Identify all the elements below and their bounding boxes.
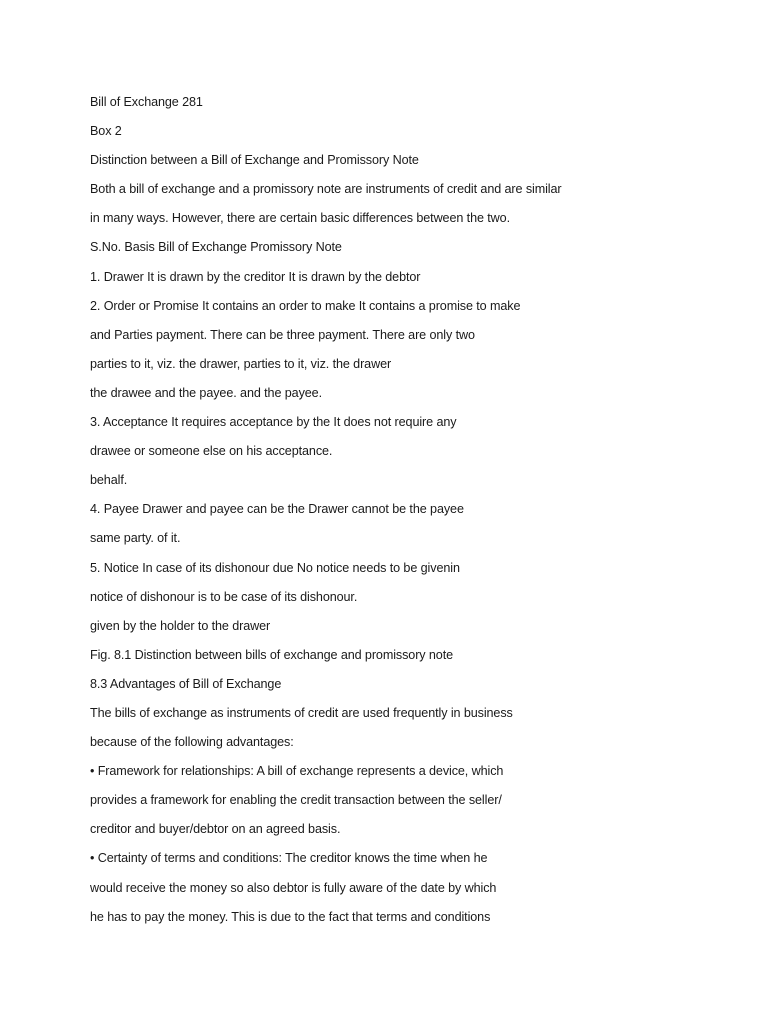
table-header-line: S.No. Basis Bill of Exchange Promissory Note — [90, 240, 342, 255]
table-line: 1. Drawer It is drawn by the creditor It is drawn by the debtor — [90, 269, 421, 284]
table-line: 5. Notice In case of its dishonour due No notice needs to be givenin — [90, 560, 460, 575]
text-line: The bills of exchange as instruments of credit are used frequently in business — [90, 705, 513, 720]
table-line: and Parties payment. There can be three payment. There are only two — [90, 327, 475, 342]
table-line: given by the holder to the drawer — [90, 618, 271, 633]
text-line: Both a bill of exchange and a promissory note are instruments of credit and are similar — [90, 182, 562, 197]
bullet-line: • Certainty of terms and conditions: The creditor knows the time when he — [90, 851, 488, 866]
section-heading: 8.3 Advantages of Bill of Exchange — [90, 676, 282, 691]
table-line: parties to it, viz. the drawer, parties to it, viz. the drawer — [90, 356, 392, 371]
page-header: Bill of Exchange 281 — [90, 95, 203, 109]
document-body — [90, 91, 750, 935]
box-label: Box 2 — [90, 124, 122, 139]
text-line: he has to pay the money. This is due to the fact that terms and conditions — [90, 909, 491, 924]
text-line: in many ways. However, there are certain basic differences between the two. — [90, 211, 510, 226]
figure-caption: Fig. 8.1 Distinction between bills of exchange and promissory note — [90, 647, 454, 662]
table-line: drawee or someone else on his acceptance. — [90, 444, 333, 459]
table-line: 3. Acceptance It requires acceptance by the It does not require any — [90, 415, 457, 430]
table-line: same party. of it. — [90, 531, 181, 546]
text-line: creditor and buyer/debtor on an agreed basis. — [90, 822, 341, 837]
section-heading: Distinction between a Bill of Exchange and Promissory Note — [90, 153, 419, 168]
text-line: provides a framework for enabling the credit transaction between the seller/ — [90, 793, 502, 808]
text-line: would receive the money so also debtor is fully aware of the date by which — [90, 880, 497, 895]
table-line: 2. Order or Promise It contains an order to make It contains a promise to make — [90, 298, 521, 313]
table-line: 4. Payee Drawer and payee can be the Drawer cannot be the payee — [90, 502, 464, 517]
table-line: the drawee and the payee. and the payee. — [90, 385, 322, 400]
table-line: notice of dishonour is to be case of its dishonour. — [90, 589, 358, 604]
text-line: because of the following advantages: — [90, 735, 294, 750]
table-line: behalf. — [90, 473, 128, 488]
bullet-line: • Framework for relationships: A bill of exchange represents a device, which — [90, 764, 504, 779]
